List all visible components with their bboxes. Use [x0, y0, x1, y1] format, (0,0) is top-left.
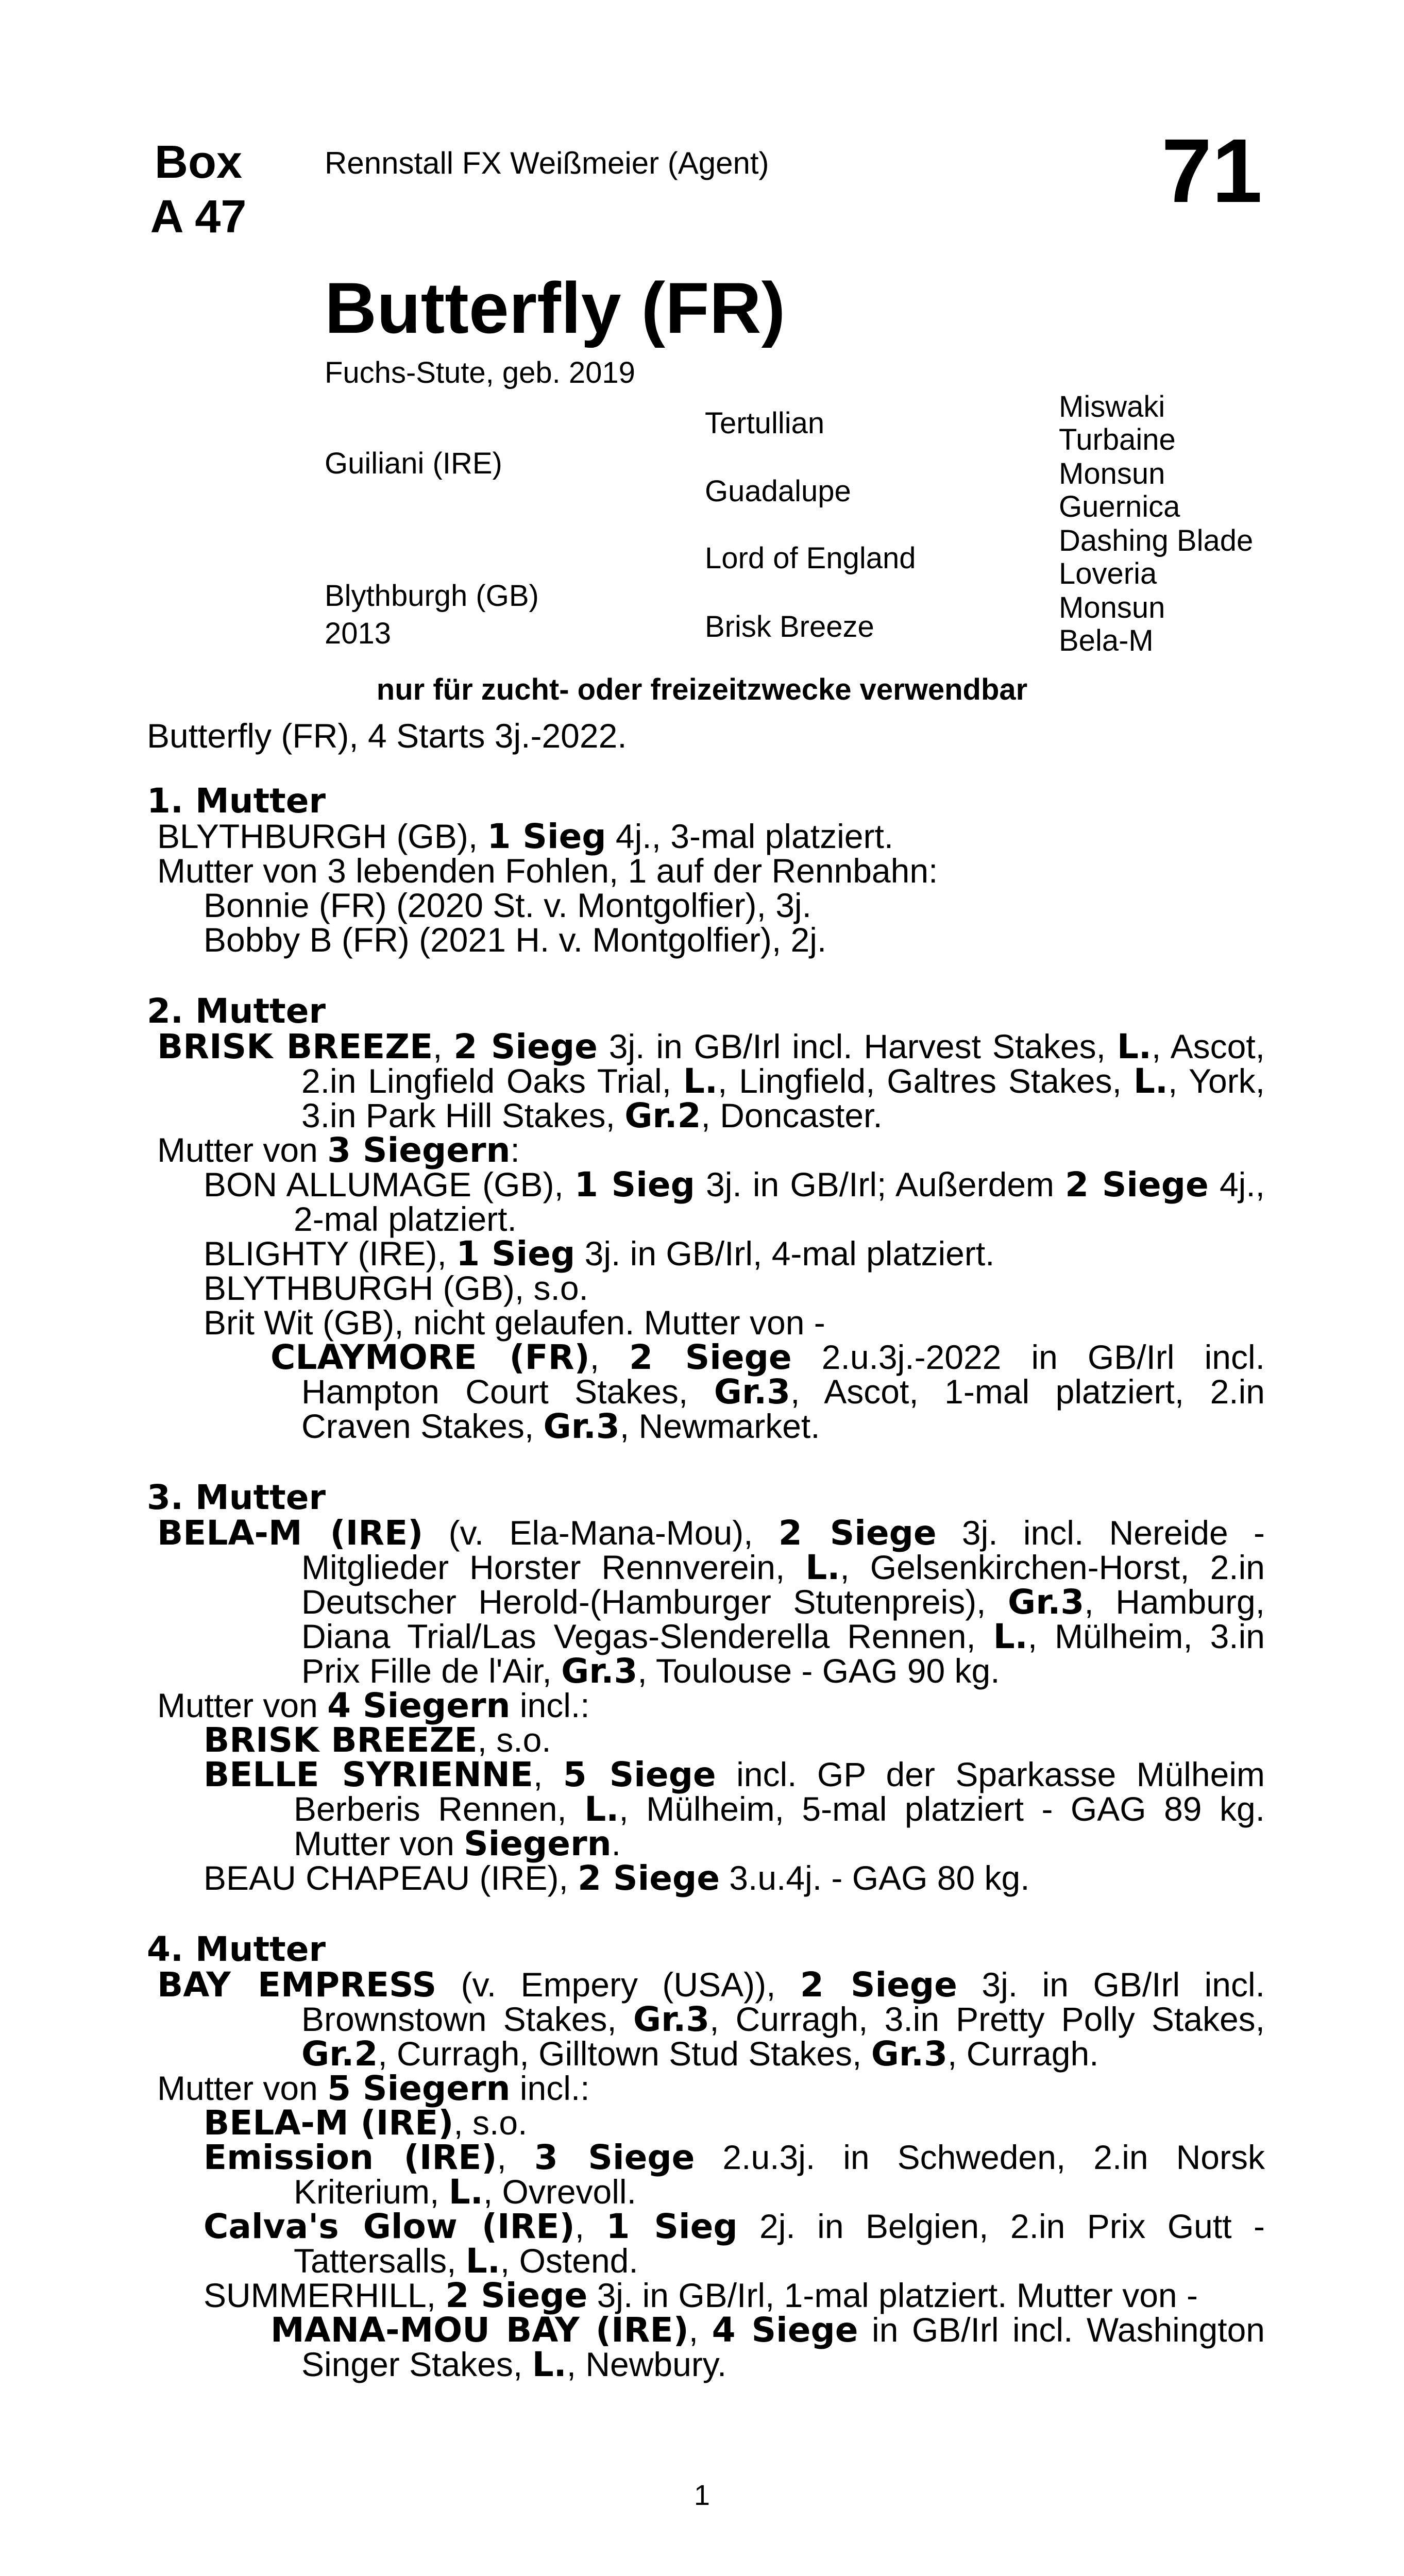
produce-item: Bobby B (FR) (2021 H. v. Montgolfier), 2j.	[204, 921, 827, 959]
female-line	[147, 783, 1265, 2382]
box-label: Box	[154, 137, 243, 188]
box-number: A 47	[150, 191, 247, 243]
produce-item: BEAU CHAPEAU (IRE), 2 Siege 3.u.4j. - GAG 80 kg.	[204, 1858, 1030, 1898]
grand-produce-item: MANA-MOU BAY (IRE), 4 Siege in GB/Irl incl. Washington Singer Stakes, L., Newbury.	[270, 2310, 1265, 2384]
produce-item: BLYTHBURGH (GB), s.o.	[204, 1269, 588, 1307]
fourth-dam-entry: BAY EMPRESS (v. Empery (USA)), 2 Siege 3j. in GB/Irl incl. Brownstown Stakes, Gr.3, Curragh, 3.in Pretty Polly Stakes, Gr.2, Curragh, Gilltown Stud Stakes, Gr.3, Curragh.	[157, 1965, 1265, 2074]
lot-number: 71	[1161, 121, 1262, 222]
g3-3: Monsun	[1059, 457, 1165, 490]
produce-item: BLIGHTY (IRE), 1 Sieg 3j. in GB/Irl, 4-mal platziert.	[204, 1234, 995, 1274]
g3-8: Bela-M	[1059, 624, 1154, 657]
produce-item: BELLE SYRIENNE, 5 Siege incl. GP der Sparkasse Mülheim Berberis Rennen, L., Mülheim, 5-mal platziert - GAG 89 kg. Mutter von Siegern.	[204, 1755, 1265, 1863]
produce-item: SUMMERHILL, 2 Siege 3j. in GB/Irl, 1-mal platziert. Mutter von -	[204, 2276, 1198, 2315]
dam-sire: Lord of England	[705, 541, 916, 575]
produce-item: BRISK BREEZE, s.o.	[204, 1720, 551, 1760]
section-title-4: 4. Mutter	[147, 1929, 326, 1969]
winners-summary: Mutter von 4 Siegern incl.:	[157, 1686, 590, 1725]
g3-7: Monsun	[1059, 591, 1165, 624]
produce-item: Bonnie (FR) (2020 St. v. Montgolfier), 3j.	[204, 886, 811, 924]
box-location	[147, 135, 250, 244]
horse-name: Butterfly (FR)	[325, 267, 786, 348]
winners-summary: Mutter von 5 Siegern incl.:	[157, 2069, 590, 2108]
g3-1: Miswaki	[1059, 390, 1165, 423]
section-title-1: 1. Mutter	[147, 781, 326, 821]
g3-5: Dashing Blade	[1059, 524, 1254, 557]
grand-produce-item: CLAYMORE (FR), 2 Siege 2.u.3j.-2022 in GB/Irl incl. Hampton Court Stakes, Gr.3, Ascot, 1-mal platziert, 2.in Craven Stakes, Gr.3, Newmarket.	[270, 1337, 1265, 1446]
race-record: Butterfly (FR), 4 Starts 3j.-2022.	[147, 717, 627, 755]
g3-6: Loveria	[1059, 557, 1157, 590]
owner: Rennstall FX Weißmeier (Agent)	[325, 146, 769, 180]
third-dam-entry: BELA-M (IRE) (v. Ela-Mana-Mou), 2 Siege 3j. incl. Nereide - Mitglieder Horster Rennverein, L., Gelsenkirchen-Horst, 2.in Deutscher Herold-(Hamburger Stutenpreis), Gr.3, Hamburg, Diana Trial/Las Vegas-Slenderella Rennen, L., Mülheim, 3.in Prix Fille de l'Air, Gr.3, Toulouse - GAG 90 kg.	[157, 1513, 1265, 1691]
horse-description: Fuchs-Stute, geb. 2019	[325, 356, 635, 389]
dam-produce-summary: Mutter von 3 lebenden Fohlen, 1 auf der Rennbahn:	[157, 852, 938, 890]
section-title-2: 2. Mutter	[147, 991, 326, 1031]
sire-dam: Guadalupe	[705, 474, 851, 508]
produce-item: Emission (IRE), 3 Siege 2.u.3j. in Schweden, 2.in Norsk Kriterium, L., Ovrevoll.	[204, 2138, 1265, 2212]
sire-sire: Tertullian	[705, 406, 825, 440]
produce-item: Calva's Glow (IRE), 1 Sieg 2j. in Belgien, 2.in Prix Gutt - Tattersalls, L., Ostend.	[204, 2207, 1265, 2281]
produce-item: Brit Wit (GB), nicht gelaufen. Mutter von -	[204, 1303, 825, 1342]
g3-4: Guernica	[1059, 490, 1180, 523]
produce-item: BON ALLUMAGE (GB), 1 Sieg 3j. in GB/Irl; Außerdem 2 Siege 4j., 2-mal platziert.	[204, 1165, 1265, 1238]
dam-entry: BLYTHBURGH (GB), 1 Sieg 4j., 3-mal platziert.	[157, 817, 894, 856]
dam-dam: Brisk Breeze	[705, 610, 874, 643]
sire: Guiliani (IRE)	[325, 447, 502, 480]
section-title-3: 3. Mutter	[147, 1478, 326, 1517]
produce-item: BELA-M (IRE), s.o.	[204, 2103, 528, 2143]
page-number: 1	[693, 2479, 711, 2511]
restriction-note: nur für zucht- oder freizeitzwecke verwendbar	[376, 673, 1028, 706]
winners-summary: Mutter von 3 Siegern:	[157, 1130, 520, 1170]
dam: Blythburgh (GB)	[325, 579, 539, 613]
g3-2: Turbaine	[1059, 423, 1176, 456]
granddam-entry: BRISK BREEZE, 2 Siege 3j. in GB/Irl incl. Harvest Stakes, L., Ascot, 2.in Lingfield Oaks Trial, L., Lingfield, Galtres Stakes, L., York, 3.in Park Hill Stakes, Gr.2, Doncaster.	[157, 1027, 1265, 1136]
dam-year: 2013	[325, 617, 392, 650]
